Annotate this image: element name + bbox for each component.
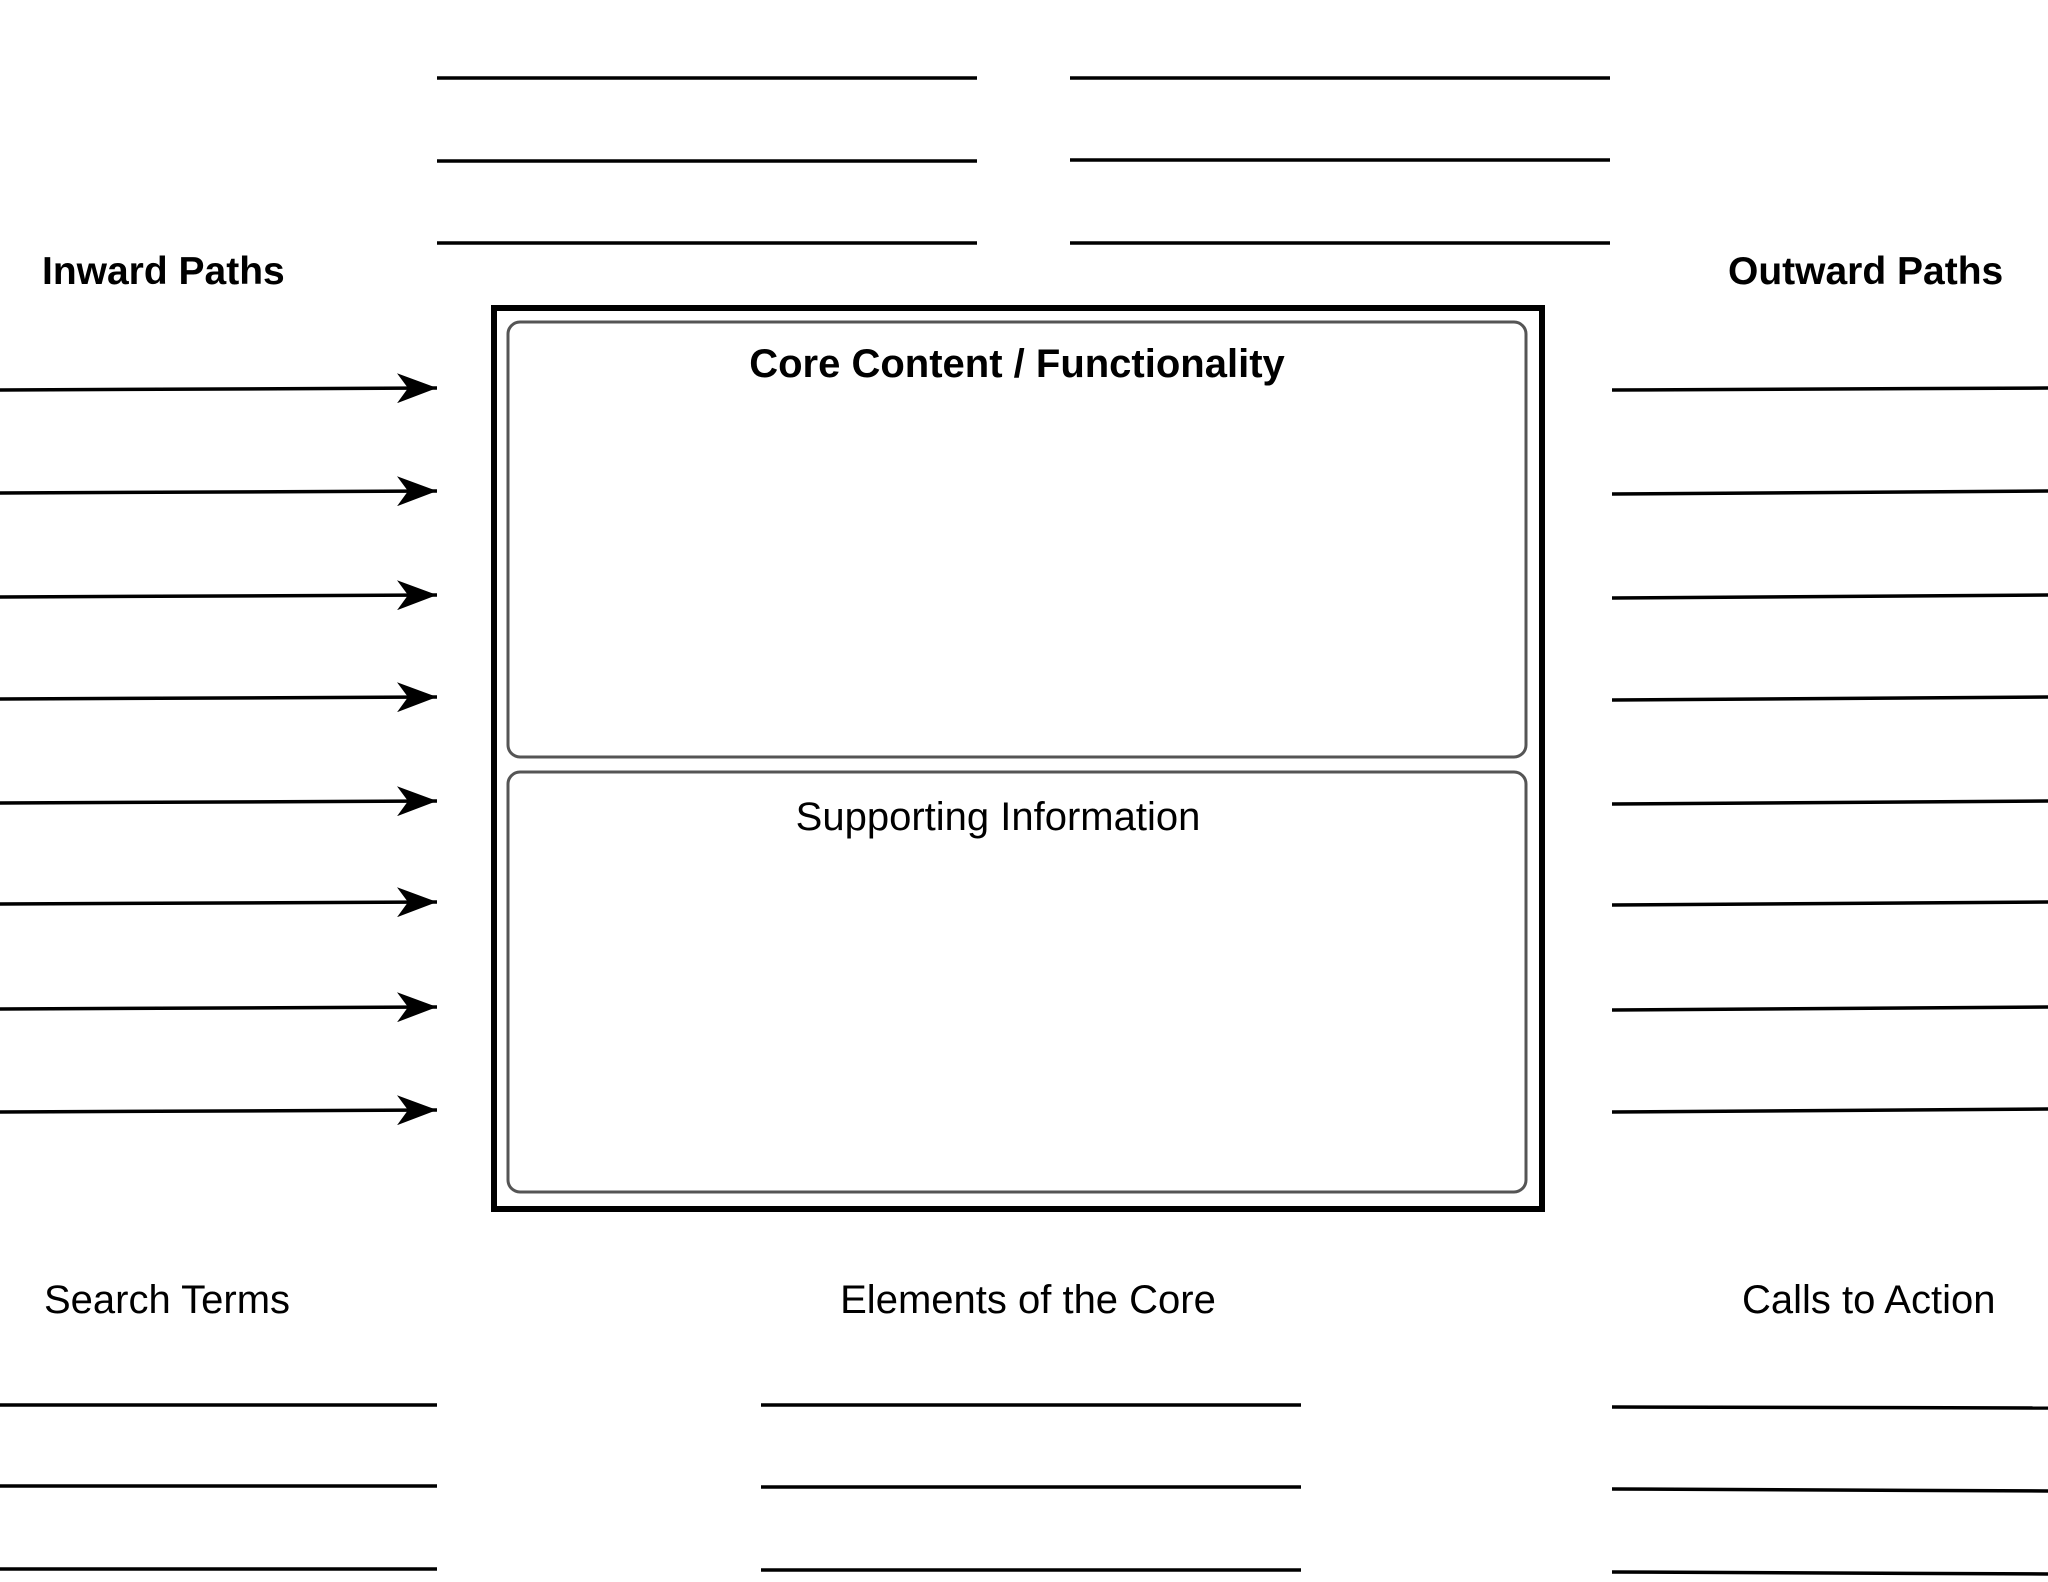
outward-line (1612, 1109, 2048, 1112)
top-right-blank-lines (1070, 78, 1610, 243)
outward-line (1612, 491, 2048, 494)
inward-arrow (0, 388, 437, 390)
calls-to-action-label: Calls to Action (1742, 1278, 1996, 1322)
outward-line (1612, 902, 2048, 905)
blank-line (1612, 1572, 2048, 1574)
inward-arrow (0, 902, 437, 904)
outward-lines (1612, 388, 2048, 1112)
outward-paths-heading: Outward Paths (1728, 250, 2004, 293)
inward-arrow (0, 491, 437, 493)
inward-arrow (0, 595, 437, 597)
outward-line (1612, 1007, 2048, 1010)
elements-core-blank-lines (761, 1405, 1301, 1570)
inward-arrows (0, 388, 437, 1112)
calls-to-action-blank-lines (1612, 1407, 2048, 1574)
blank-line (1612, 1407, 2048, 1408)
inward-paths-heading: Inward Paths (42, 250, 285, 293)
inward-arrow (0, 1110, 437, 1112)
search-terms-blank-lines (0, 1405, 437, 1569)
inward-arrow (0, 697, 437, 699)
outward-line (1612, 595, 2048, 598)
blank-line (1612, 1489, 2048, 1491)
outward-line (1612, 697, 2048, 700)
supporting-info-heading: Supporting Information (795, 795, 1201, 839)
elements-of-core-label: Elements of the Core (840, 1278, 1216, 1322)
core-content-heading: Core Content / Functionality (749, 342, 1285, 386)
inward-arrow (0, 1007, 437, 1009)
core-content-panel (508, 322, 1526, 757)
top-left-blank-lines (437, 78, 977, 243)
outward-line (1612, 388, 2048, 390)
search-terms-label: Search Terms (44, 1278, 291, 1322)
